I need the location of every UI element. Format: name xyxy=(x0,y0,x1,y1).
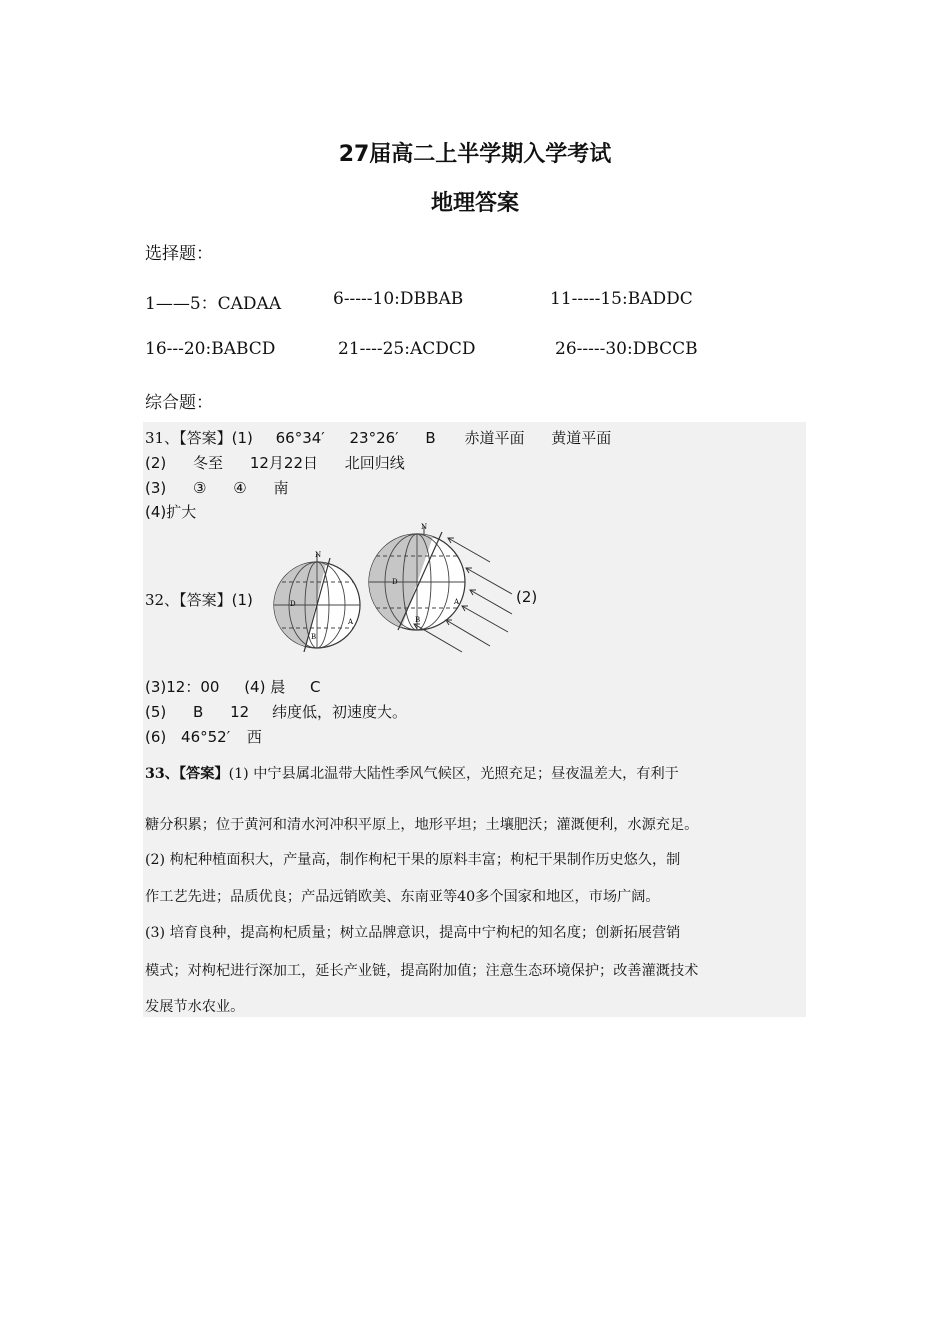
diagram-label-a: A xyxy=(454,598,460,606)
q31-value: 66°34′ xyxy=(275,429,325,447)
choice-group: 16---20:BABCD xyxy=(145,339,276,359)
q33-line: (2) 枸杞种植面积大，产量高，制作枸杞干果的原料丰富；枸杞干果制作历史悠久，制 xyxy=(145,852,681,868)
choice-group: 21----25:ACDCD xyxy=(338,339,476,359)
q31-value: ④ xyxy=(233,479,247,497)
choice-group: 26-----30:DBCCB xyxy=(555,339,698,359)
q32-value: B xyxy=(193,703,204,721)
q31-value: 赤道平面 xyxy=(464,429,525,447)
q33-line: 模式；对枸杞进行深加工，延长产业链，提高附加值；注意生态环境保护；改善灌溉技术 xyxy=(145,963,699,979)
diagram-label-n: N xyxy=(315,551,322,559)
q31-prefix: 31、【答案】 xyxy=(145,429,232,447)
q32-value: 46°52′ xyxy=(181,728,231,746)
q32-part-label: (6) xyxy=(145,728,167,746)
q31-value: 黄道平面 xyxy=(551,429,612,447)
q33-line: 糖分积累；位于黄河和清水河冲积平原上，地形平坦；土壤肥沃；灌溉便利，水源充足。 xyxy=(145,817,699,833)
choice-heading: 选择题： xyxy=(145,244,213,264)
choice-group: 6-----10:DBBAB xyxy=(333,289,464,309)
q33-line: 33、【答案】(1) 中宁县属北温带大陆性季风气候区，光照充足；昼夜温差大，有利于 xyxy=(145,766,679,782)
q31-value: 北回归线 xyxy=(344,454,405,472)
q32-line-6 xyxy=(145,726,262,747)
q31-line-1 xyxy=(145,427,611,448)
choice-row-1 xyxy=(145,289,785,313)
globe-diagram-2 xyxy=(362,516,522,656)
q33-answer xyxy=(145,763,805,1013)
exam-subtitle: 地理答案 xyxy=(430,191,519,216)
q31-part-label: (1) xyxy=(231,429,253,447)
q32-line-3 xyxy=(145,676,321,697)
q32-part-label: (1) xyxy=(231,591,253,609)
q33-prefix: 33、【答案】 xyxy=(145,766,229,782)
q31-value: 冬至 xyxy=(193,454,224,472)
diagram-label-d: D xyxy=(392,578,398,586)
q31-value: 23°26′ xyxy=(349,429,399,447)
q32-prefix: 32、【答案】 xyxy=(145,591,232,609)
q32-value: (3)12：00 xyxy=(145,678,220,696)
diagram-label-n: N xyxy=(421,523,428,531)
q31-value: 12月22日 xyxy=(249,454,319,472)
q32-value: (4) 晨 xyxy=(244,678,286,696)
exam-title: 27届高二上半学期入学考试 xyxy=(338,142,612,167)
diagram-label-b: B xyxy=(415,616,421,624)
diagram-label-d: D xyxy=(290,600,296,608)
q31-value: 南 xyxy=(273,479,289,497)
q31-value: B xyxy=(425,429,436,447)
q32-value: 12 xyxy=(230,703,250,721)
choice-group: 11-----15:BADDC xyxy=(550,289,693,309)
q31-value: ③ xyxy=(193,479,207,497)
q32-value: 纬度低，初速度大。 xyxy=(271,703,407,721)
diagram-label-a: A xyxy=(348,618,354,626)
q32-value: C xyxy=(310,678,321,696)
q31-part-label: (2) xyxy=(145,454,167,472)
comprehensive-heading: 综合题： xyxy=(145,393,213,413)
q33-line: 发展节水农业。 xyxy=(145,999,245,1015)
q33-line: (3) 培育良种，提高枸杞质量；树立品牌意识，提高中宁枸杞的知名度；创新拓展营销 xyxy=(145,925,681,941)
q32-part-2-label: (2) xyxy=(516,588,538,606)
globe-diagram-1 xyxy=(268,548,368,652)
diagram-label-b: B xyxy=(311,633,317,641)
q33-line: 作工艺先进；品质优良；产品远销欧美、东南亚等40多个国家和地区，市场广阔。 xyxy=(145,889,660,905)
q32-value: 西 xyxy=(246,728,262,746)
q31-line-2 xyxy=(145,452,405,473)
choice-group: 1——5：CADAA xyxy=(145,294,282,314)
q31-line-4: (4)扩大 xyxy=(145,503,197,521)
q31-part-label: (3) xyxy=(145,479,167,497)
q32-line-1 xyxy=(145,589,253,610)
q31-line-3 xyxy=(145,477,289,498)
q32-line-5 xyxy=(145,701,407,722)
q32-part-label: (5) xyxy=(145,703,167,721)
choice-row-2 xyxy=(145,339,785,363)
